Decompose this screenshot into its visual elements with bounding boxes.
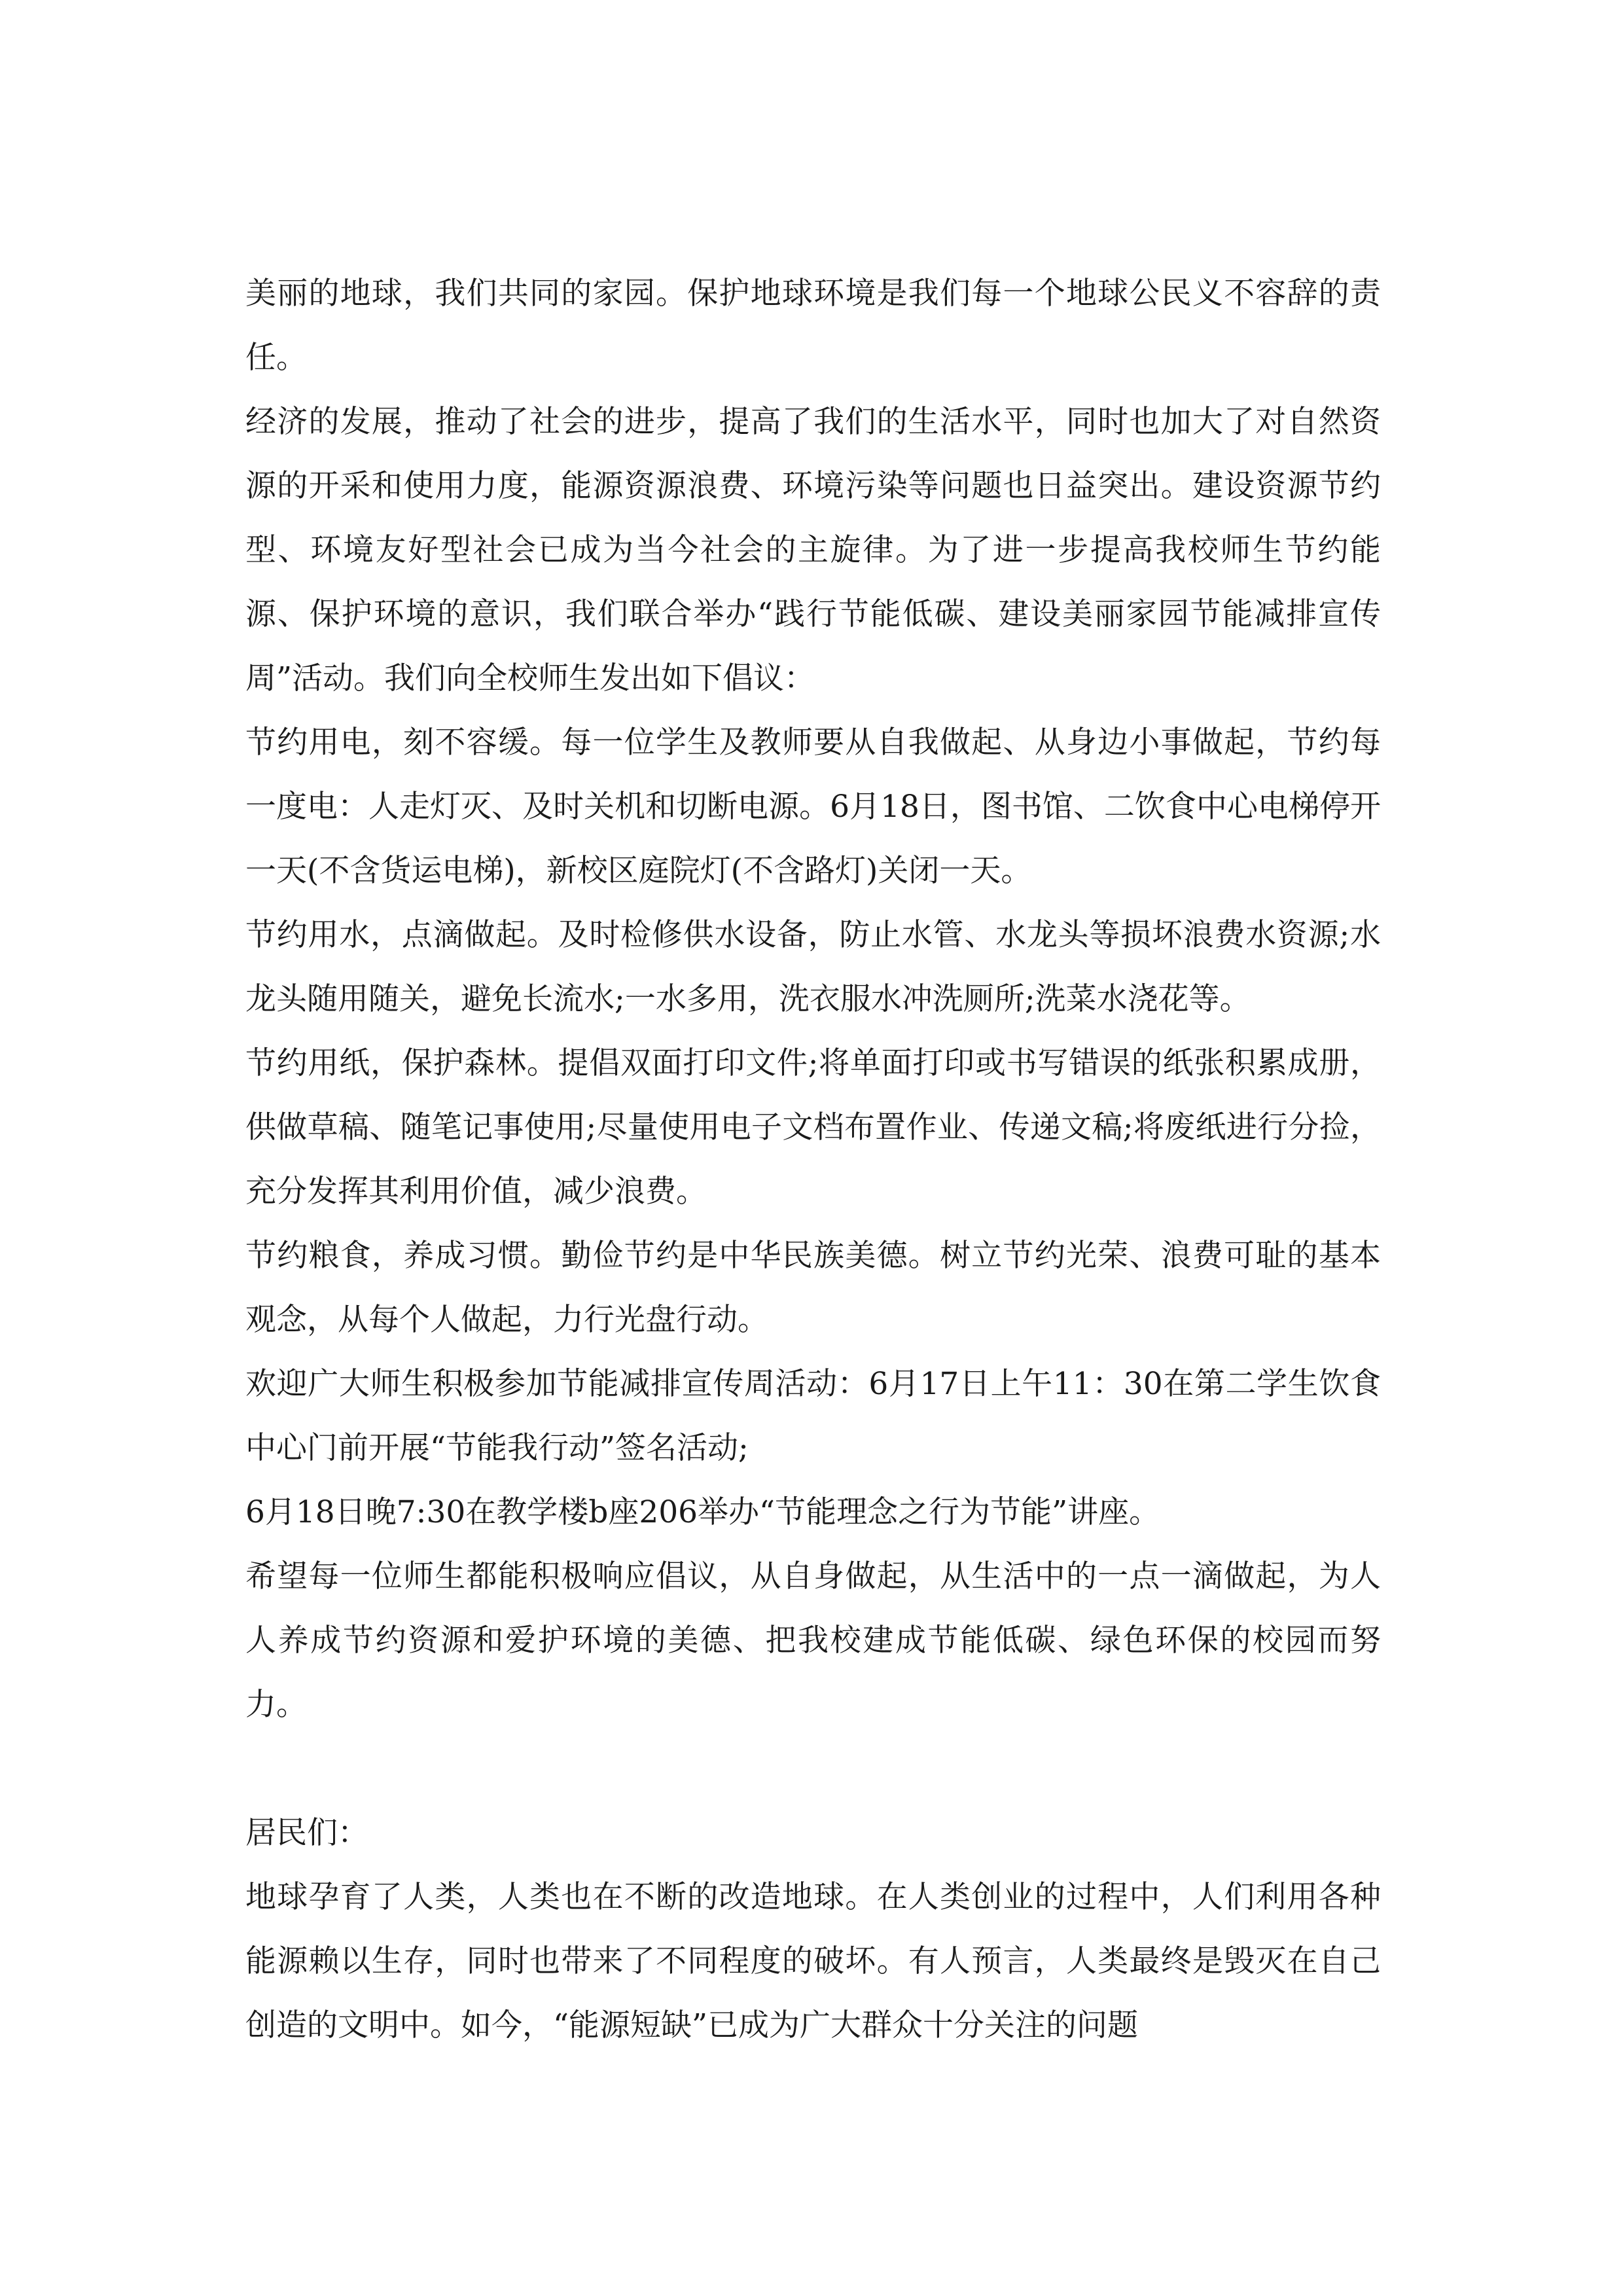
paragraph-save-food: 节约粮食，养成习惯。勤俭节约是中华民族美德。树立节约光荣、浪费可耻的基本观念，从每个人做起，力行光盘行动。 [245,1238,1381,1338]
paragraph-background: 经济的发展，推动了社会的进步，提高了我们的生活水平，同时也加大了对自然资源的开采和使用力度，能源资源浪费、环境污染等问题也日益突出。建设资源节约型、环境友好型社会已成为当今社会的主旋律。为了进一步提高我校师生节约能源、保护环境的意识，我们联合举办“践行节能低碳、建设美丽家园节能减排宣传周”活动。我们向全校师生发出如下倡议： [245,404,1381,696]
paragraph-signature-event: 欢迎广大师生积极参加节能减排宣传周活动：6月17日上午11：30在第二学生饮食中心门前开展“节能我行动”签名活动; [245,1366,1381,1466]
paragraph-closing: 希望每一位师生都能积极响应倡议，从自身做起，从生活中的一点一滴做起，为人人养成节约资源和爱护环境的美德、把我校建成节能低碳、绿色环保的校园而努力。 [245,1558,1381,1723]
paragraph-residents-intro: 地球孕育了人类，人类也在不断的改造地球。在人类创业的过程中，人们利用各种能源赖以生存，同时也带来了不同程度的破坏。有人预言，人类最终是毁灭在自己创造的文明中。如今，“能源短缺”已成为广大群众十分关注的问题 [245,1879,1381,2043]
document-body [245,262,1381,2058]
paragraph-salutation: 居民们： [245,1815,368,1851]
paragraph-save-water: 节约用水，点滴做起。及时检修供水设备，防止水管、水龙头等损坏浪费水资源;水龙头随用随关，避免长流水;一水多用，洗衣服水冲洗厕所;洗菜水浇花等。 [245,917,1381,1017]
paragraph-save-electricity: 节约用电，刻不容缓。每一位学生及教师要从自我做起、从身边小事做起，节约每一度电：人走灯灭、及时关机和切断电源。6月18日，图书馆、二饮食中心电梯停开一天(不含货运电梯)，新校区庭院灯(不含路灯)关闭一天。 [245,725,1381,889]
paragraph-save-paper: 节约用纸，保护森林。提倡双面打印文件;将单面打印或书写错误的纸张积累成册，供做草稿、随笔记事使用;尽量使用电子文档布置作业、传递文稿;将废纸进行分捡，充分发挥其利用价值，减少浪费。 [245,1045,1381,1210]
paragraph-lecture-event: 6月18日晚7:30在教学楼b座206举办“节能理念之行为节能”讲座。 [245,1494,1160,1530]
paragraph-intro: 美丽的地球，我们共同的家园。保护地球环境是我们每一个地球公民义不容辞的责任。 [245,276,1381,376]
